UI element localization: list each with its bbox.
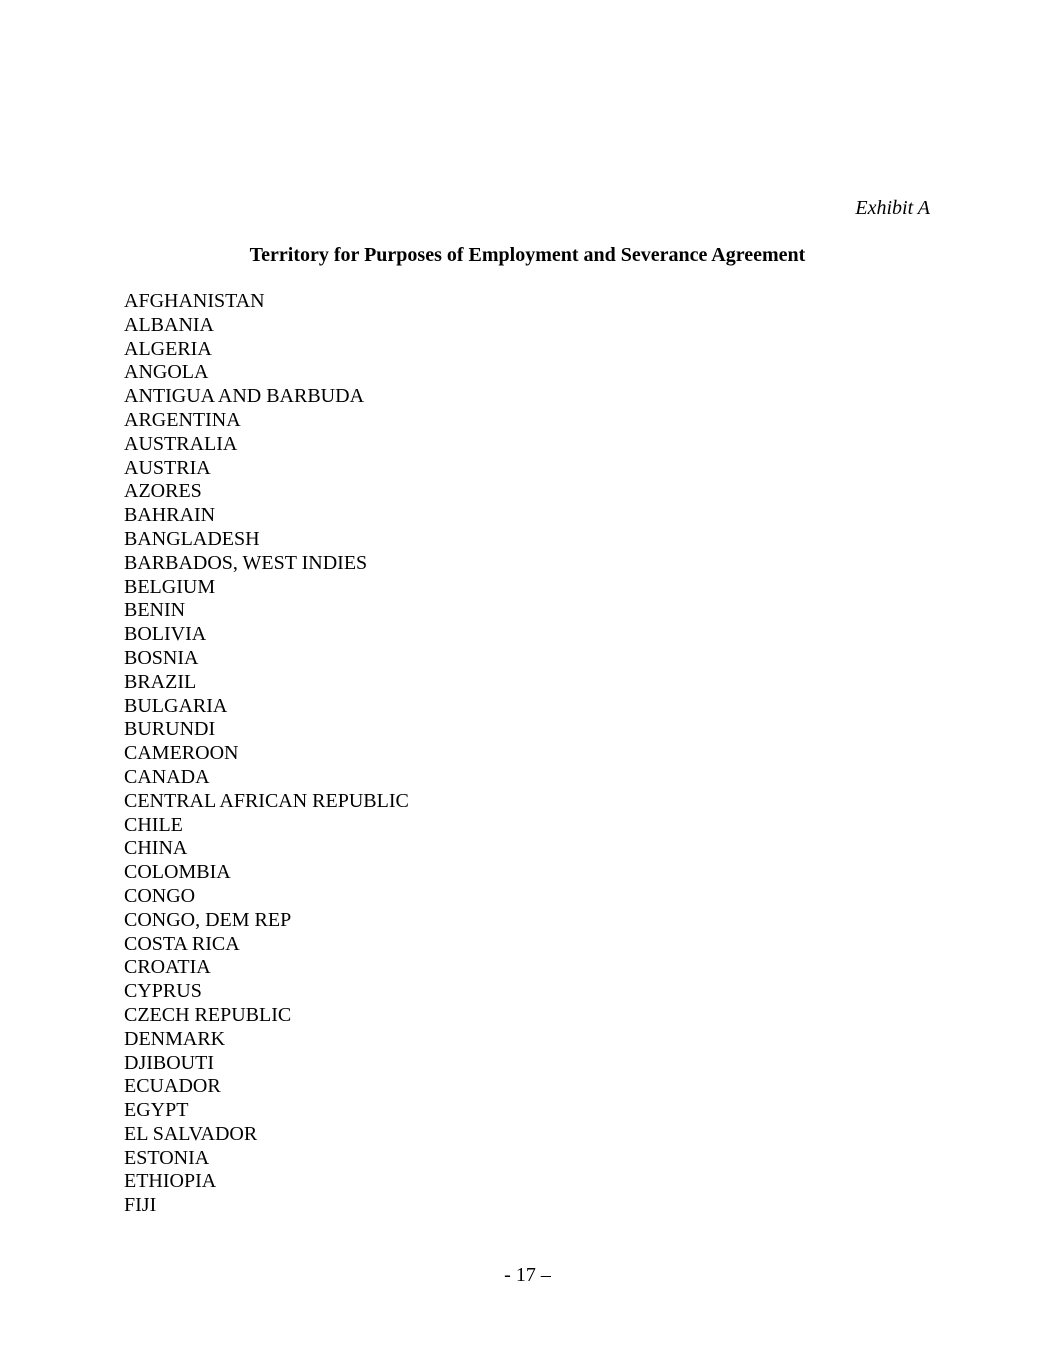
- country-item: ANTIGUA AND BARBUDA: [124, 385, 365, 408]
- country-item: DENMARK: [124, 1027, 226, 1050]
- exhibit-label: Exhibit A: [855, 197, 930, 219]
- country-item: ALGERIA: [124, 337, 212, 360]
- country-item: CHINA: [124, 837, 188, 860]
- country-item: EL SALVADOR: [124, 1122, 258, 1145]
- country-item: BULGARIA: [124, 694, 228, 717]
- country-item: CONGO, DEM REP: [124, 908, 292, 931]
- country-list: [124, 290, 409, 1218]
- country-item: AFGHANISTAN: [124, 290, 265, 312]
- country-item: CENTRAL AFRICAN REPUBLIC: [124, 789, 409, 812]
- country-item: CROATIA: [124, 956, 211, 979]
- country-item: BELGIUM: [124, 575, 216, 598]
- country-item: BANGLADESH: [124, 527, 260, 550]
- country-item: BURUNDI: [124, 718, 216, 741]
- country-item: CYPRUS: [124, 980, 202, 1003]
- country-item: COSTA RICA: [124, 932, 240, 955]
- country-item: BAHRAIN: [124, 504, 216, 527]
- country-item: BRAZIL: [124, 670, 197, 693]
- country-item: ETHIOPIA: [124, 1170, 217, 1193]
- country-item: BOLIVIA: [124, 623, 207, 646]
- country-item: ALBANIA: [124, 313, 214, 336]
- country-item: ANGOLA: [124, 361, 209, 384]
- country-item: CZECH REPUBLIC: [124, 1003, 292, 1026]
- document-title: Territory for Purposes of Employment and Severance Agreement: [249, 244, 806, 266]
- country-item: FIJI: [124, 1194, 157, 1217]
- country-item: ARGENTINA: [124, 408, 241, 431]
- country-item: CANADA: [124, 765, 210, 788]
- country-item: AUSTRIA: [124, 456, 211, 479]
- country-item: AZORES: [124, 480, 202, 503]
- country-item: AUSTRALIA: [124, 432, 238, 455]
- country-item: CONGO: [124, 884, 196, 907]
- country-item: DJIBOUTI: [124, 1051, 214, 1074]
- country-item: CAMEROON: [124, 742, 239, 765]
- page-number: - 17 –: [504, 1264, 551, 1286]
- country-item: BENIN: [124, 599, 186, 622]
- country-item: ECUADOR: [124, 1075, 221, 1098]
- country-item: BOSNIA: [124, 646, 199, 669]
- country-item: EGYPT: [124, 1099, 189, 1122]
- country-item: CHILE: [124, 813, 183, 836]
- country-item: BARBADOS, WEST INDIES: [124, 551, 368, 574]
- country-item: COLOMBIA: [124, 861, 231, 884]
- country-item: ESTONIA: [124, 1146, 210, 1169]
